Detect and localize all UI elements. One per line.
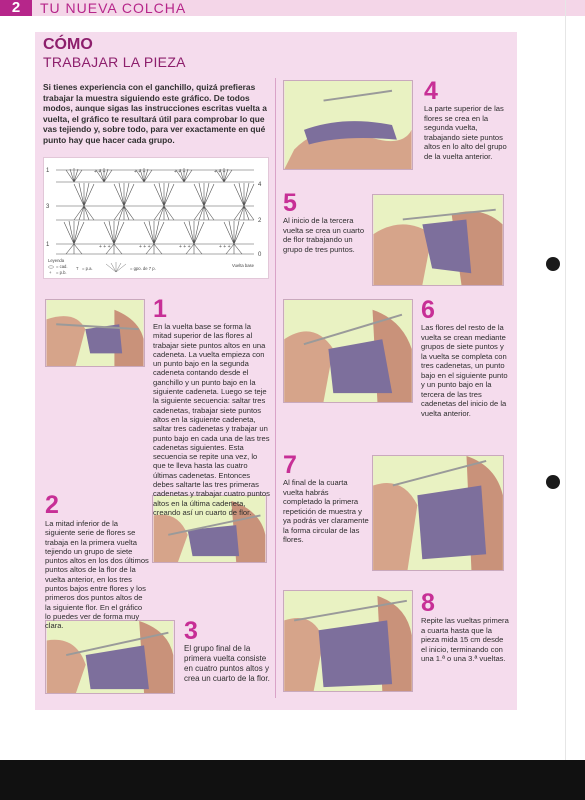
step-number: 1 (153, 295, 167, 323)
step-6-photo (283, 299, 413, 403)
step-4-text: La parte superior de las flores se crea en la segunda vuelta, trabajando siete puntos altos en lo alto del grupo de la vuelta anterior. (424, 104, 507, 161)
chart-row-label: 1 (46, 242, 50, 248)
step-8-text: Repite las vueltas primera a cuarta hasta que la pieza mida 15 cm desde el inicio, terminando con una 1.ª o una 3.ª vueltas. (421, 616, 509, 663)
intro-paragraph: Si tienes experiencia con el ganchillo, quizá prefieras trabajar la muestra siguiendo este gráfico. De todos modos, aunque sigas las instrucciones escritas vuelta a vuelta, el gráfico te resultará útil para comprobar lo que vas tejiendo y, sobre todo, para ver exactamente en qué punto hay que hacer cada grupo. (43, 82, 267, 145)
svg-text:+ + +: + + + (219, 244, 231, 250)
svg-text:+ + +: + + + (179, 244, 191, 250)
step-number: 6 (421, 296, 435, 324)
chart-legend-item: = p.a. (82, 266, 93, 271)
binder-line (565, 0, 566, 760)
chart-row-label: 3 (46, 204, 50, 210)
step-5-text: Al inicio de la tercera vuelta se crea un cuarto de flor trabajando un grupo de tres puntos. (283, 216, 365, 254)
page-number: 2 (0, 0, 32, 16)
step-2-text: La mitad inferior de la siguiente serie de flores se trabaja en la primera vuelta tejiendo un grupo de siete puntos altos en los dos últimos puntos altos de la flor de la vuelta anterior, en los tres puntos bajos entre flores y los primeros dos puntos altos de la siguiente flor. En el gráfico lo puedes ver de forma muy clara. (45, 519, 149, 631)
scan-bottom-edge (0, 760, 585, 800)
page-header (0, 0, 585, 16)
binder-hole (546, 257, 560, 271)
svg-text:+ + +: + + + (99, 244, 111, 250)
page-subtitle: TRABAJAR LA PIEZA (43, 54, 186, 70)
step-number: 4 (424, 77, 438, 105)
chart-legend-item: = p.b. (56, 270, 67, 275)
svg-text:+ + +: + + + (94, 169, 106, 175)
chart-row-label: 4 (258, 182, 262, 188)
svg-text:+ + +: + + + (214, 169, 226, 175)
chart-legend-title: Leyenda (48, 258, 65, 263)
svg-text:+: + (49, 270, 52, 275)
svg-text:+ + +: + + + (139, 244, 151, 250)
step-6-text: Las flores del resto de la vuelta se crean mediante grupos de siete puntos y la vuelta se completa con tres cadenetas, un punto bajo en el siguiente punto y un punto bajo en la tercera de las tres cadenetas del inicio de la vuelta anterior. (421, 323, 508, 418)
step-4-photo (283, 80, 413, 170)
step-3-text: El grupo final de la primera vuelta consiste en cuatro puntos altos y crea un cuarto de la flor. (184, 644, 270, 683)
chart-base-label: Vuelta base (232, 263, 254, 268)
crochet-chart (43, 157, 269, 279)
step-number: 7 (283, 451, 297, 479)
chart-row-label: 1 (46, 168, 50, 174)
chart-row-label: 2 (258, 218, 262, 224)
svg-text:+ + +: + + + (134, 169, 146, 175)
step-8-photo (283, 590, 413, 692)
step-number: 5 (283, 189, 297, 217)
svg-text:+ + +: + + + (174, 169, 186, 175)
step-3-photo (45, 620, 175, 694)
chart-legend-item: = cad. (56, 264, 68, 269)
step-number: 2 (45, 491, 59, 519)
step-number: 8 (421, 589, 435, 617)
crochet-chart-drawing (44, 158, 268, 278)
section-title: TU NUEVA COLCHA (40, 0, 187, 16)
chart-row-label: 0 (258, 252, 262, 258)
step-5-photo (372, 194, 504, 286)
page-title: CÓMO (43, 36, 93, 53)
column-divider (275, 78, 276, 698)
step-7-text: Al final de la cuarta vuelta habrás completado la primera repetición de muestra y ya podrás ver claramente la forma circular de las flores. (283, 478, 369, 544)
svg-text:T: T (76, 266, 79, 271)
step-number: 3 (184, 617, 198, 645)
step-1-text: En la vuelta base se forma la mitad superior de las flores al trabajar siete puntos altos en una cadeneta. La vuelta empieza con un punto bajo en la segunda cadeneta contando desde el ganchillo y un punto bajo en la siguiente cadeneta. Luego se teje la siguiente secuencia: saltar tres cadenetas, trabajar siete puntos altos en la siguiente cadeneta, saltar tres cadenetas y trabajar un punto bajo en cada una de las tres cadenetas siguientes. Esta secuencia se repite una vez, lo que te lleva hasta las cuatro últimas cadenetas. Entonces debes saltarte las tres primeras cadenetas y trabajar cuatro puntos altos en la última cadeneta, creando así un cuarto de flor. (153, 322, 270, 517)
binder-hole (546, 475, 560, 489)
chart-legend-item: = gpo. de 7 p. (130, 266, 156, 271)
step-1-photo (45, 299, 145, 367)
step-7-photo (372, 455, 504, 571)
